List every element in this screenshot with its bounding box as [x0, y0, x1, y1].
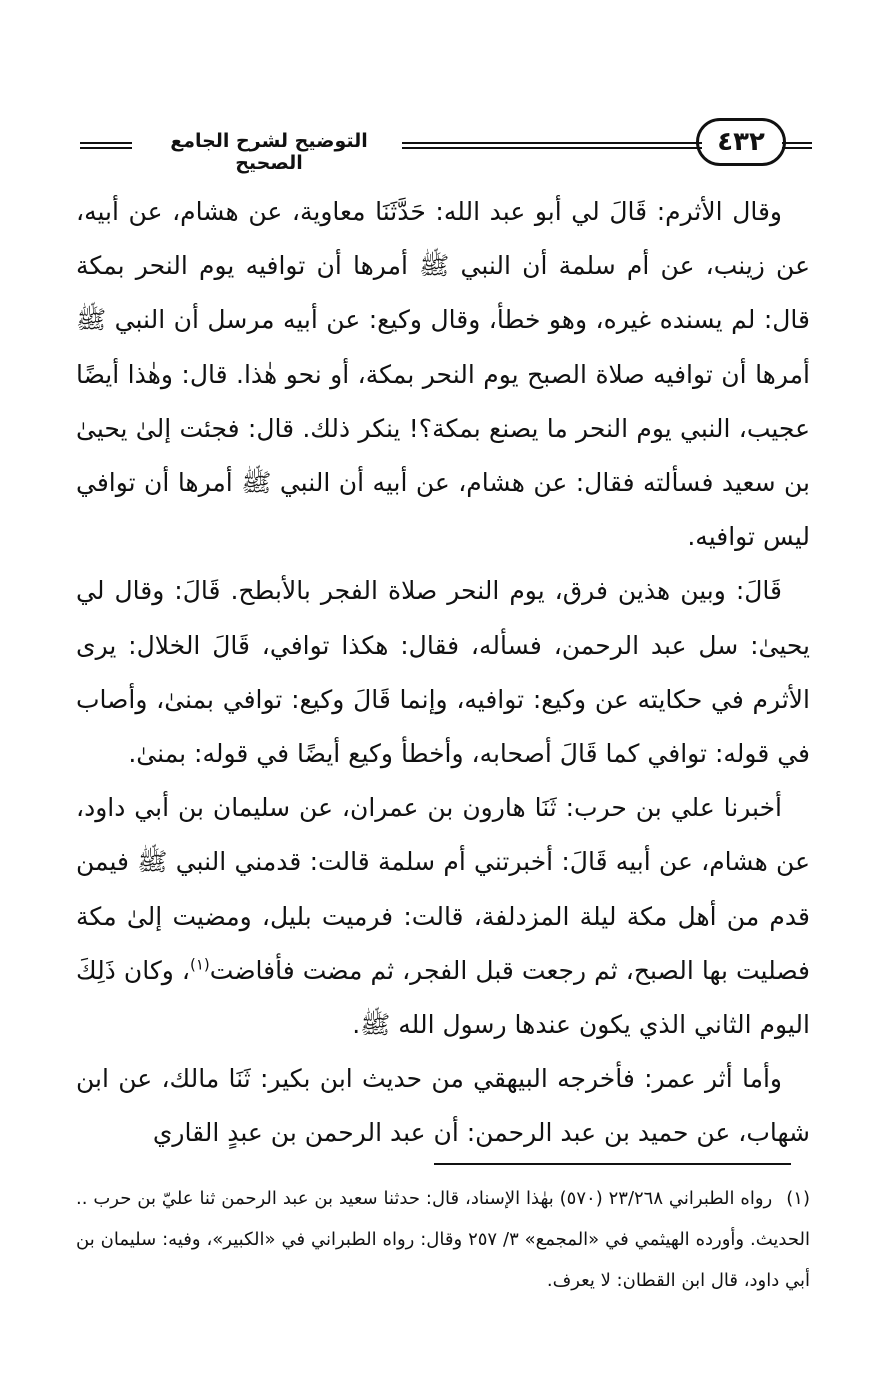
- page-header: [70, 118, 815, 176]
- header-rule-right: [782, 142, 812, 149]
- paragraph-ali-ibn-harb: [76, 781, 810, 1052]
- paragraph-text: أخبرنا علي بن حرب: ثَنَا هارون بن عمران، عن سليمان بن أبي داود، عن هشام، عن أبيه قَالَ: أخبرتني أم سلمة قالت: قدمني النبي ﷺ فيمن قدم من أهل مكة ليلة المزدلفة، قالت: فرميت بليل، ومضيت إلىٰ مكة فصليت بها الصبح، ثم رجعت قبل الفجر، ثم مضت فأفاضت: [76, 793, 810, 985]
- footnote-separator: [434, 1163, 791, 1165]
- running-title: التوضيح لشرح الجامع الصحيح: [170, 130, 368, 174]
- header-rule-middle: [402, 142, 702, 149]
- paragraph-athar-umar: وأما أثر عمر: فأخرجه البيهقي من حديث ابن بكير: ثَنَا مالك، عن ابن شهاب، عن حميد بن عبد الرحمن: أن عبد الرحمن بن عبدٍ القاري: [76, 1064, 810, 1148]
- footnote-text: رواه الطبراني ٢٣/٢٦٨ (٥٧٠) بهٰذا الإسناد، قال: حدثنا سعيد بن عبد الرحمن ثنا عليّ بن حرب .. الحديث. وأورده الهيثمي في «المجمع» ٣/ ٢٥٧ وقال: رواه الطبراني في «الكبير»، وفيه: سليمان بن أبي داود، قال ابن القطان: لا يعرف.: [76, 1188, 810, 1291]
- footnote-reference: (١): [189, 955, 210, 974]
- paragraph-athram: وقال الأثرم: قَالَ لي أبو عبد الله: حَدَّثَنَا معاوية، عن هشام، عن أبيه، عن زينب، عن أم سلمة أن النبي ﷺ أمرها أن توافيه يوم النحر بمكة قال: لم يسنده غيره، وهو خطأ، وقال وكيع: عن أبيه مرسل أن النبي ﷺ أمرها أن توافيه صلاة الصبح يوم النحر بمكة، أو نحو هٰذا. قال: وهٰذا أيضًا عجيب، النبي يوم النحر ما يصنع بمكة؟! ينكر ذلك. قال: فجئت إلىٰ يحيىٰ بن سعيد فسألته فقال: عن هشام، عن أبيه أن النبي ﷺ أمرها أن توافي ليس توافيه.: [76, 197, 810, 552]
- main-text: [76, 185, 810, 1161]
- page-number: ٤٣٢: [717, 127, 765, 157]
- footnote-marker: (١): [786, 1188, 810, 1209]
- paragraph-text-continued: ، وكان ذَلِكَ اليوم الثاني الذي يكون عندها رسول الله ﷺ.: [76, 955, 810, 1040]
- page-number-frame: [696, 118, 786, 166]
- paragraph-khallal: قَالَ: وبين هذين فرق، يوم النحر صلاة الفجر بالأبطح. قَالَ: وقال لي يحيىٰ: سل عبد الرحمن، فسأله، فقال: هكذا توافي، قَالَ الخلال: يرى الأثرم في حكايته عن وكيع: توافيه، وإنما قَالَ وكيع: توافي بمنىٰ، وأصاب في قوله: توافي كما قَالَ أصحابه، وأخطأ وكيع أيضًا في قوله: بمنىٰ.: [76, 576, 810, 769]
- header-rule-left: [80, 142, 132, 149]
- footnote: [76, 1178, 810, 1301]
- footnotes: [76, 1178, 810, 1301]
